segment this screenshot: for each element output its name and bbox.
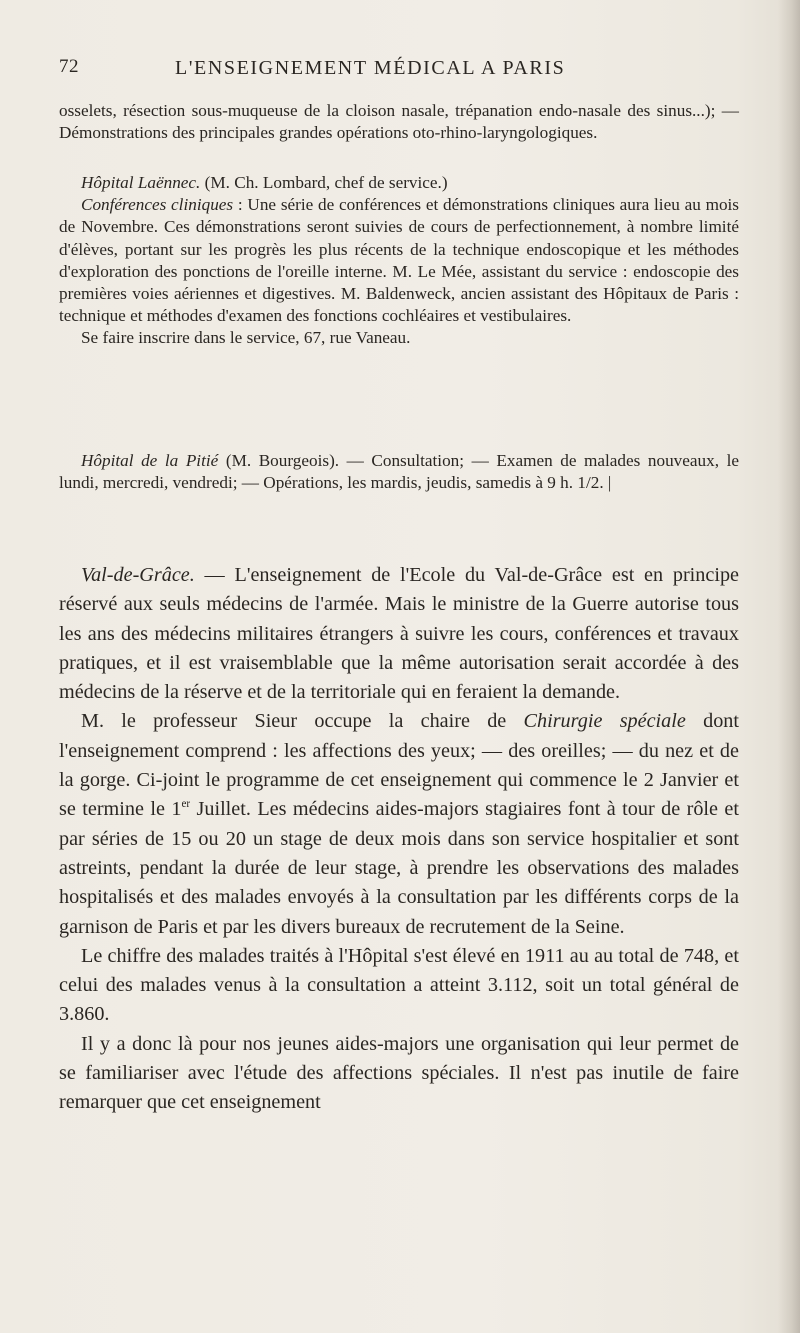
valdegrace-heading: Val-de-Grâce. — [81, 564, 195, 586]
pitie-text: (M. Bourgeois). — Consultation; — Examen de malades nouveaux, le lundi, mercredi, vendredi; — Opérations, les mardis, jeudis, samedis à 9 h. 1/2. | — [59, 451, 739, 493]
ordinal-superscript: er — [181, 798, 191, 811]
page-edge-shadow — [778, 0, 800, 1333]
intro-paragraph: osselets, résection sous-muqueuse de la cloison nasale, trépanation endo-nasale des sinus...); — Démonstrations des principales grandes opérations oto-rhino-laryngologiques. — [59, 101, 739, 143]
page-header — [0, 56, 800, 84]
valdegrace-paragraph-4: Il y a donc là pour nos jeunes aides-majors une organisation qui leur permet de se familiariser avec l'étude des affections spéciales. Il n'est pas inutile de faire remarquer que cet enseignement — [59, 1032, 739, 1114]
conferences-label: Conférences cliniques — [81, 195, 234, 215]
valdegrace-paragraph-3: Le chiffre des malades traités à l'Hôpital s'est élevé en 1911 au au total de 748, et celui des malades venus à la consultation a atteint 3.112, soit un total général de 3.860. — [59, 944, 739, 1026]
valdegrace-section — [59, 561, 739, 1118]
laennec-section — [59, 172, 739, 350]
valdegrace-paragraph-1 — [59, 561, 739, 707]
conferences-text: : Une série de conférences et démonstrations cliniques aura lieu au mois de Novembre. Ces démonstrations seront suivies de cours de perfectionnement, à nombre limité d'élèves, portant sur les progrès les plus récents de la technique endoscopique et les méthodes d'exploration des ponctions de l'oreille interne. M. Le Mée, assistant du service : endoscopie des premières voies aériennes et digestives. M. Baldenweck, ancien assistant des Hôpitaux de Paris : technique et méthodes d'examen des fonctions cochléaires et vestibulaires. — [59, 195, 739, 326]
valdegrace-paragraph-2 — [59, 707, 739, 941]
running-title: L'ENSEIGNEMENT MÉDICAL A PARIS — [175, 57, 566, 79]
valdegrace-text-2b: dont l'enseignement comprend : les affections des yeux; — des oreilles; — du nez et de la gorge. Ci-joint le programme de cet enseignement qui commence le 2 Janvier et se termine le 1 — [59, 710, 740, 821]
laennec-heading-line — [59, 172, 739, 194]
pitie-paragraph — [59, 450, 739, 494]
valdegrace-text-1: — L'enseignement de l'Ecole du Val-de-Grâce est en principe réservé aux seuls médecins de l'armée. Mais le ministre de la Guerre autorise tous les ans des médecins militaires étrangers à suivre les cours, conférences et travaux pratiques, et il est vraisemblable que la même autorisation serait accordée à des médecins de la réserve et de la territoriale qui en feraient la demande. — [59, 564, 739, 704]
pitie-heading: Hôpital de la Pitié — [81, 451, 219, 470]
page-number: 72 — [59, 56, 79, 77]
laennec-inscription: Se faire inscrire dans le service, 67, rue Vaneau. — [81, 328, 411, 348]
pitie-section — [59, 450, 739, 494]
valdegrace-text-2a: M. le professeur Sieur occupe la chaire de — [81, 710, 524, 733]
laennec-chief: (M. Ch. Lombard, chef de service.) — [200, 173, 448, 192]
laennec-conferences-paragraph — [59, 194, 739, 327]
chirurgie-speciale: Chirurgie spéciale — [523, 710, 686, 733]
valdegrace-text-2c: Juillet. Les médecins aides-majors stagiaires font à tour de rôle et par séries de 15 ou 20 un stage de deux mois dans son service hospitalier et sont astreints, pendant la durée de leur stage, à prendre les observations des malades hospitalisés et des malades envoyés à la consultation par les différents corps de la garnison de Paris et par les divers bureaux de recrutement de la Seine. — [59, 798, 739, 938]
laennec-heading: Hôpital Laënnec. — [81, 173, 201, 192]
intro-section — [59, 100, 739, 144]
